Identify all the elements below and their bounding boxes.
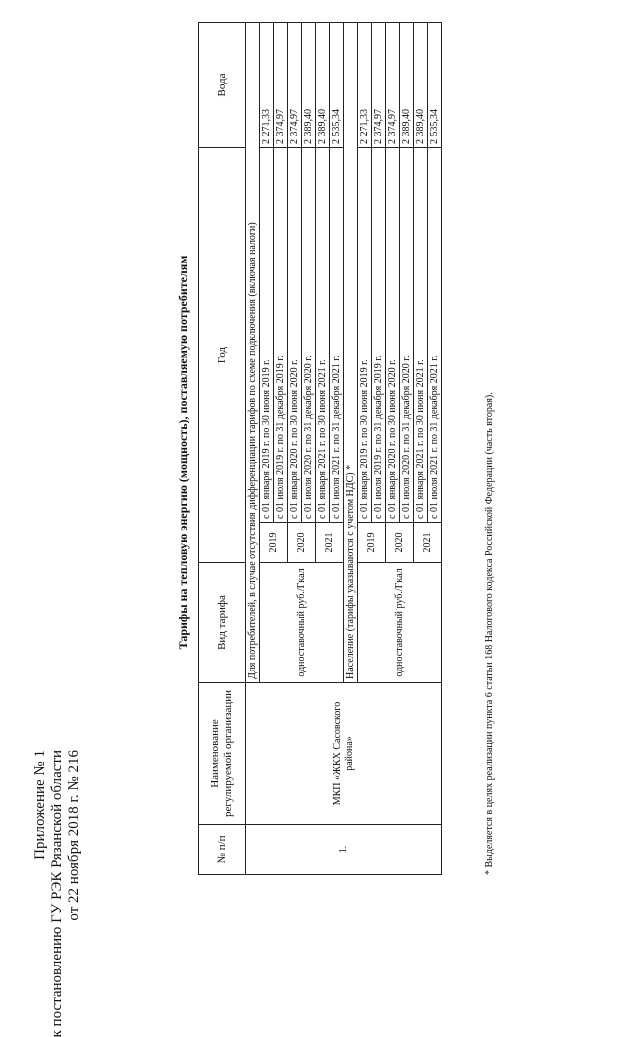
section-label: Для потребителей, в случае отсутствия дифференциации тарифов по схеме подключения (включая налоги) [246,23,260,683]
value-cell: 2 535,34 [428,23,442,148]
value-cell: 2 389,40 [400,23,414,148]
section-row [246,23,260,875]
year-cell: 2019 [260,523,288,563]
period-cell: с 01 июля 2020 г. по 31 декабря 2020 г. [302,148,316,523]
tariff-kind: одноставочный руб./Гкал [260,563,344,683]
row-number: 1. [246,825,442,875]
appendix-number: Приложение № 1 [32,750,48,860]
period-cell: с 01 января 2019 г. по 30 июня 2019 г. [260,148,274,523]
year-cell: 2021 [414,523,442,563]
value-cell: 2 374,97 [274,23,288,148]
header-year: Год [199,148,246,563]
period-cell: с 01 января 2019 г. по 30 июня 2019 г. [358,148,372,523]
period-cell: с 01 января 2021 г. по 30 июня 2021 г. [414,148,428,523]
value-cell: 2 374,97 [386,23,400,148]
period-cell: с 01 июля 2021 г. по 31 декабря 2021 г. [428,148,442,523]
section-label: Население (тарифы указываются с учетом НДС) * [344,23,358,683]
appendix-resolution: к постановлению ГУ РЭК Рязанской области [49,750,65,1037]
value-cell: 2 271,33 [260,23,274,148]
footnote: * Выделяется в целях реализации пункта 6 статьи 168 Налогового кодекса Российской Федерации (часть вторая). [484,392,495,875]
period-cell: с 01 января 2020 г. по 30 июня 2020 г. [288,148,302,523]
document-title: Тарифы на тепловую энергию (мощность), поставляемую потребителям [176,255,190,650]
year-cell: 2020 [288,523,316,563]
header-tariff-kind: Вид тарифа [199,563,246,683]
period-cell: с 01 июля 2019 г. по 31 декабря 2019 г. [372,148,386,523]
header-organization: Наименование регулируемой организации [199,683,246,825]
tariff-table [198,22,442,875]
period-cell: с 01 января 2020 г. по 30 июня 2020 г. [386,148,400,523]
year-cell: 2021 [316,523,344,563]
organization-name: МКП «ЖКХ Сасовского района» [246,683,442,825]
value-cell: 2 535,34 [330,23,344,148]
value-cell: 2 271,33 [358,23,372,148]
year-cell: 2019 [358,523,386,563]
table-header-row [199,23,246,875]
header-water: Вода [199,23,246,148]
tariff-kind: одноставочный руб./Гкал [358,563,442,683]
header-num: № п/п [199,825,246,875]
period-cell: с 01 января 2021 г. по 30 июня 2021 г. [316,148,330,523]
value-cell: 2 389,40 [302,23,316,148]
period-cell: с 01 июля 2019 г. по 31 декабря 2019 г. [274,148,288,523]
value-cell: 2 374,97 [372,23,386,148]
value-cell: 2 389,40 [414,23,428,148]
value-cell: 2 389,40 [316,23,330,148]
value-cell: 2 374,97 [288,23,302,148]
year-cell: 2020 [386,523,414,563]
period-cell: с 01 июля 2021 г. по 31 декабря 2021 г. [330,148,344,523]
period-cell: с 01 июля 2020 г. по 31 декабря 2020 г. [400,148,414,523]
appendix-date: от 22 ноября 2018 г. № 216 [66,750,82,921]
